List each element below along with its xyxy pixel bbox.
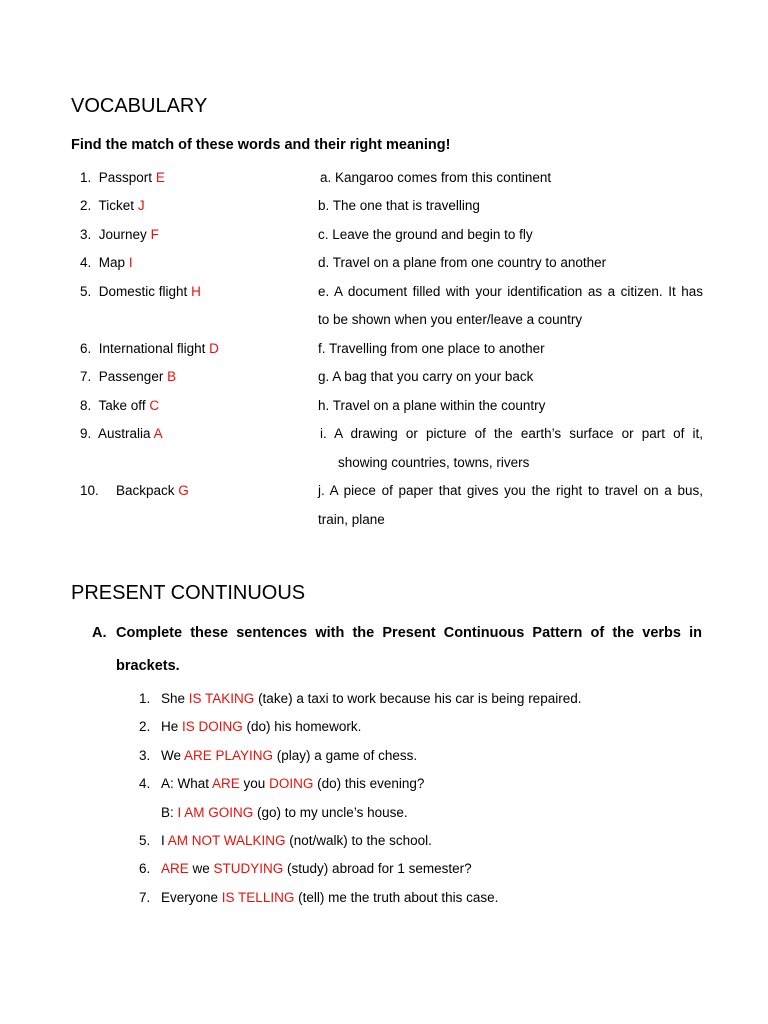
word: International flight bbox=[98, 341, 206, 356]
sentence bbox=[161, 832, 432, 850]
sentence-text: (do) his homework. bbox=[242, 719, 362, 734]
sentence-number: 6. bbox=[139, 861, 151, 876]
answer: IS TELLING bbox=[221, 890, 295, 905]
item-number: 9. bbox=[80, 426, 92, 441]
word: Domestic flight bbox=[98, 284, 188, 299]
sentence-number: 2. bbox=[139, 719, 151, 734]
answer: B bbox=[167, 369, 177, 384]
answer: DOING bbox=[269, 776, 314, 791]
answer: E bbox=[155, 170, 165, 185]
vocabulary-instruction: Find the match of these words and their right meaning! bbox=[71, 137, 451, 153]
meaning-i: i. A drawing or picture of the earth’s surface or part of it, bbox=[320, 426, 703, 441]
answer: I AM GOING bbox=[177, 805, 254, 820]
item-number: 1. bbox=[80, 170, 92, 185]
list-item bbox=[80, 397, 159, 415]
meaning-j: j. A piece of paper that gives you the right to travel on a bus, bbox=[318, 483, 703, 498]
present-continuous-heading: PRESENT CONTINUOUS bbox=[71, 582, 306, 604]
section-letter: A. bbox=[92, 625, 107, 641]
sentence-text: (not/walk) to the school. bbox=[285, 833, 432, 848]
meaning-d: d. Travel on a plane from one country to another bbox=[318, 255, 607, 270]
item-number: 10. bbox=[80, 483, 99, 498]
meaning-c: c. Leave the ground and begin to fly bbox=[318, 227, 533, 242]
sentence-text: She bbox=[161, 691, 189, 706]
answer: H bbox=[191, 284, 201, 299]
list-item bbox=[80, 197, 145, 215]
sentence-text: He bbox=[161, 719, 183, 734]
sentence-number: 7. bbox=[139, 890, 151, 905]
meaning-e-cont: to be shown when you enter/leave a country bbox=[318, 312, 583, 327]
sentence bbox=[161, 775, 424, 793]
item-number: 2. bbox=[80, 198, 92, 213]
sentence-text: we bbox=[188, 861, 214, 876]
item-number: 7. bbox=[80, 369, 92, 384]
sentence-text: We bbox=[161, 748, 185, 763]
sentence-text: B: bbox=[161, 805, 178, 820]
meaning-b: b. The one that is travelling bbox=[318, 198, 480, 213]
answer: ARE bbox=[212, 776, 240, 791]
meaning-g: g. A bag that you carry on your back bbox=[318, 369, 534, 384]
sentence bbox=[161, 747, 417, 765]
list-item bbox=[80, 169, 165, 187]
meaning-a: a. Kangaroo comes from this continent bbox=[320, 170, 552, 185]
answer: A bbox=[153, 426, 163, 441]
answer: IS TAKING bbox=[188, 691, 255, 706]
list-item bbox=[80, 425, 163, 443]
sentence-text: (study) abroad for 1 semester? bbox=[283, 861, 472, 876]
answer: STUDYING bbox=[213, 861, 284, 876]
answer: G bbox=[178, 483, 189, 498]
list-item bbox=[80, 368, 176, 386]
answer: C bbox=[149, 398, 160, 413]
sentence bbox=[161, 718, 361, 736]
word: Passenger bbox=[98, 369, 164, 384]
list-item bbox=[80, 482, 99, 500]
sentence-number: 3. bbox=[139, 748, 151, 763]
sentence-text: (play) a game of chess. bbox=[273, 748, 418, 763]
answer: ARE PLAYING bbox=[184, 748, 274, 763]
sentence-text: you bbox=[239, 776, 270, 791]
answer: AM NOT WALKING bbox=[167, 833, 286, 848]
sentence-number: 1. bbox=[139, 691, 151, 706]
answer: I bbox=[128, 255, 133, 270]
section-instruction-cont: brackets. bbox=[116, 658, 180, 674]
sentence-number: 4. bbox=[139, 776, 151, 791]
meaning-j-cont: train, plane bbox=[318, 512, 385, 527]
word: Backpack bbox=[116, 483, 175, 498]
sentence-text: Everyone bbox=[161, 890, 222, 905]
item-number: 4. bbox=[80, 255, 92, 270]
word: Journey bbox=[98, 227, 147, 242]
answer: J bbox=[137, 198, 145, 213]
word: Map bbox=[98, 255, 126, 270]
answer: IS DOING bbox=[182, 719, 243, 734]
meaning-f: f. Travelling from one place to another bbox=[318, 341, 545, 356]
word: Australia bbox=[98, 426, 151, 441]
sentence-text: (take) a taxi to work because his car is being repaired. bbox=[254, 691, 582, 706]
sentence-text: A: What bbox=[161, 776, 213, 791]
sentence bbox=[161, 690, 581, 708]
meaning-i-cont: showing countries, towns, rivers bbox=[338, 455, 530, 470]
answer: F bbox=[150, 227, 159, 242]
list-item bbox=[80, 226, 159, 244]
item-number: 3. bbox=[80, 227, 92, 242]
meaning-h: h. Travel on a plane within the country bbox=[318, 398, 546, 413]
sentence-text: (go) to my uncle’s house. bbox=[253, 805, 408, 820]
item-number: 5. bbox=[80, 284, 92, 299]
list-item bbox=[80, 340, 219, 358]
item-number: 8. bbox=[80, 398, 92, 413]
sentence-text: (do) this evening? bbox=[313, 776, 425, 791]
sentence bbox=[161, 889, 498, 907]
word: Take off bbox=[98, 398, 146, 413]
sentence-number: 5. bbox=[139, 833, 151, 848]
word: Passport bbox=[98, 170, 153, 185]
answer: ARE bbox=[161, 861, 189, 876]
section-instruction: Complete these sentences with the Present Continuous Pattern of the verbs in bbox=[116, 625, 702, 641]
meaning-e: e. A document filled with your identification as a citizen. It has bbox=[318, 284, 703, 299]
sentence-text: (tell) me the truth about this case. bbox=[294, 890, 499, 905]
sentence-text: I bbox=[161, 833, 168, 848]
list-item bbox=[80, 283, 201, 301]
vocabulary-heading: VOCABULARY bbox=[71, 95, 208, 117]
sentence bbox=[161, 804, 408, 822]
sentence bbox=[161, 860, 472, 878]
word: Ticket bbox=[98, 198, 135, 213]
list-item bbox=[116, 482, 189, 500]
answer: D bbox=[209, 341, 219, 356]
list-item bbox=[80, 254, 133, 272]
item-number: 6. bbox=[80, 341, 92, 356]
